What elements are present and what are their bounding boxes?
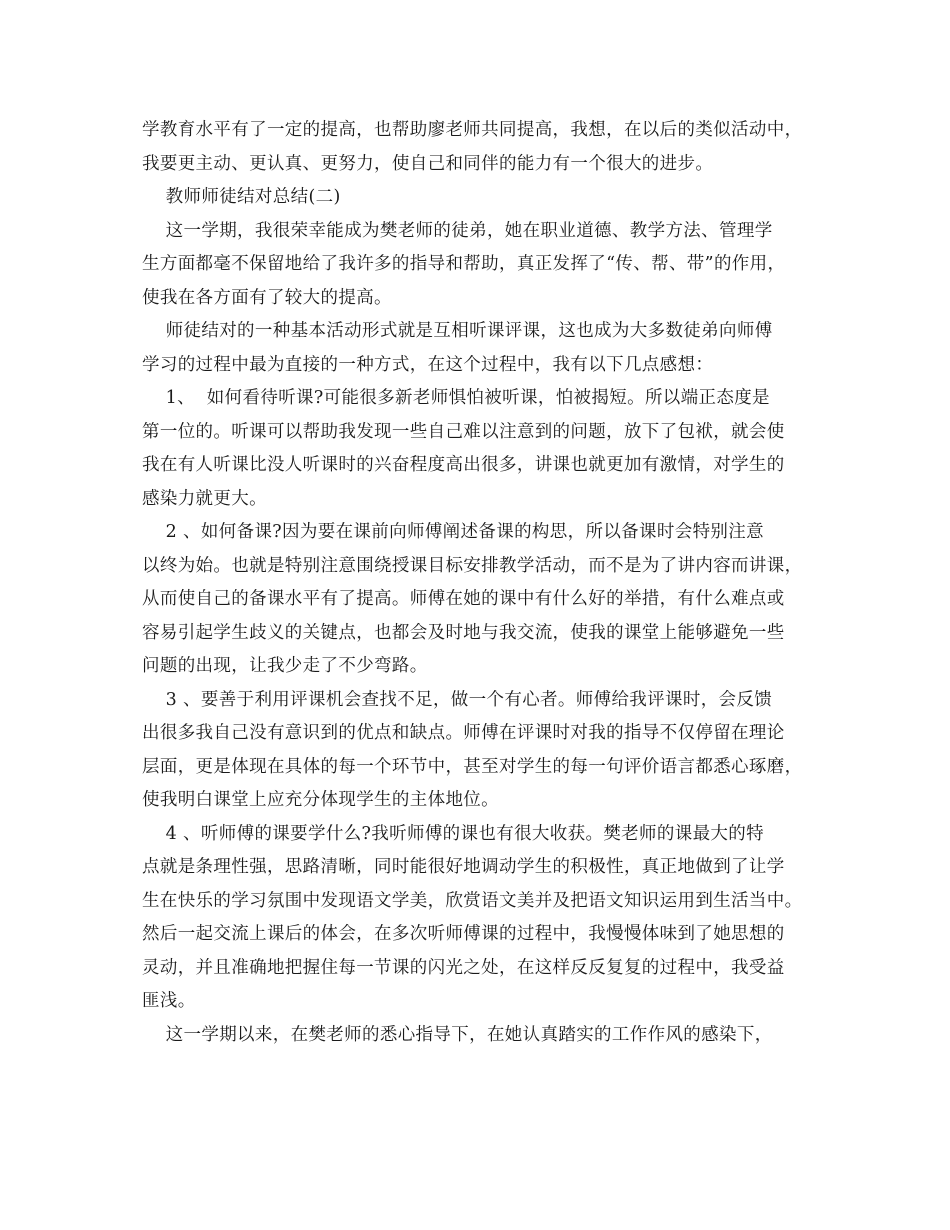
text-line: 灵动，并且准确地把握住每一节课的闪光之处，在这样反反复复的过程中，我受益 [142,957,785,978]
text-line: 以终为始。也就是特别注意围绕授课目标安排教学活动，而不是为了讲内容而讲课， [142,555,803,576]
document-body [142,114,814,1052]
text-line: 这一学期以来，在樊老师的悉心指导下，在她认真踏实的工作作风的感染下， [142,1024,773,1045]
text-line: 我要更主动、更认真、更努力，使自己和同伴的能力有一个很大的进步。 [142,153,714,174]
section-heading: 教师师徒结对总结(二) [142,187,341,207]
text-line: 学习的过程中最为直接的一种方式，在这个过程中，我有以下几点感想： [142,354,714,375]
text-line: 容易引起学生歧义的关键点，也都会及时地与我交流，使我的课堂上能够避免一些 [142,622,785,643]
text-line: 师徒结对的一种基本活动形式就是互相听课评课，这也成为大多数徒弟向师傅 [142,321,773,341]
text-line: 出很多我自己没有意识到的优点和缺点。师傅在评课时对我的指导不仅停留在理论 [142,723,785,743]
text-line: 生方面都毫不保留地给了我许多的指导和帮助，真正发挥了“传、帮、带”的作用， [142,254,786,274]
text-line: 匪浅。 [142,991,196,1011]
text-line: 4 、听师傅的课要学什么?我听师傅的课也有很大收获。樊老师的课最大的特 [142,823,764,844]
text-line: 使我明白课堂上应充分体现学生的主体地位。 [142,790,499,810]
text-line: 我在有人听课比没人听课时的兴奋程度高出很多，讲课也就更加有激情，对学生的 [142,455,785,475]
text-line: 1、 如何看待听课?可能很多新老师惧怕被听课，怕被揭短。所以端正态度是 [142,388,770,408]
text-line: 学教育水平有了一定的提高，也帮助廖老师共同提高，我想，在以后的类似活动中， [142,120,803,140]
text-line: 从而使自己的备课水平有了提高。师傅在她的课中有什么好的举措，有什么难点或 [142,589,785,609]
text-line: 使我在各方面有了较大的提高。 [142,287,392,308]
text-line: 这一学期，我很荣幸能成为樊老师的徒弟，她在职业道德、教学方法、管理学 [142,220,773,241]
text-line: 生在快乐的学习氛围中发现语文学美，欣赏语文美并及把语文知识运用到生活当中。 [142,890,803,911]
text-line: 点就是条理性强，思路清晰，同时能很好地调动学生的积极性，真正地做到了让学 [142,857,785,877]
text-line: 3 、要善于利用评课机会查找不足，做一个有心者。师傅给我评课时，会反馈 [142,689,773,710]
text-line: 层面，更是体现在具体的每一个环节中，甚至对学生的每一句评价语言都悉心琢磨， [142,756,803,777]
text-line: 第一位的。听课可以帮助我发现一些自己难以注意到的问题，放下了包袱，就会使 [142,421,785,442]
text-line: 感染力就更大。 [142,488,267,509]
text-line: 问题的出现，让我少走了不少弯路。 [142,656,428,676]
text-line: 然后一起交流上课后的体会，在多次听师傅课的过程中，我慢慢体味到了她思想的 [142,924,785,944]
text-line: 2 、如何备课?因为要在课前向师傅阐述备课的构思，所以备课时会特别注意 [142,522,764,542]
